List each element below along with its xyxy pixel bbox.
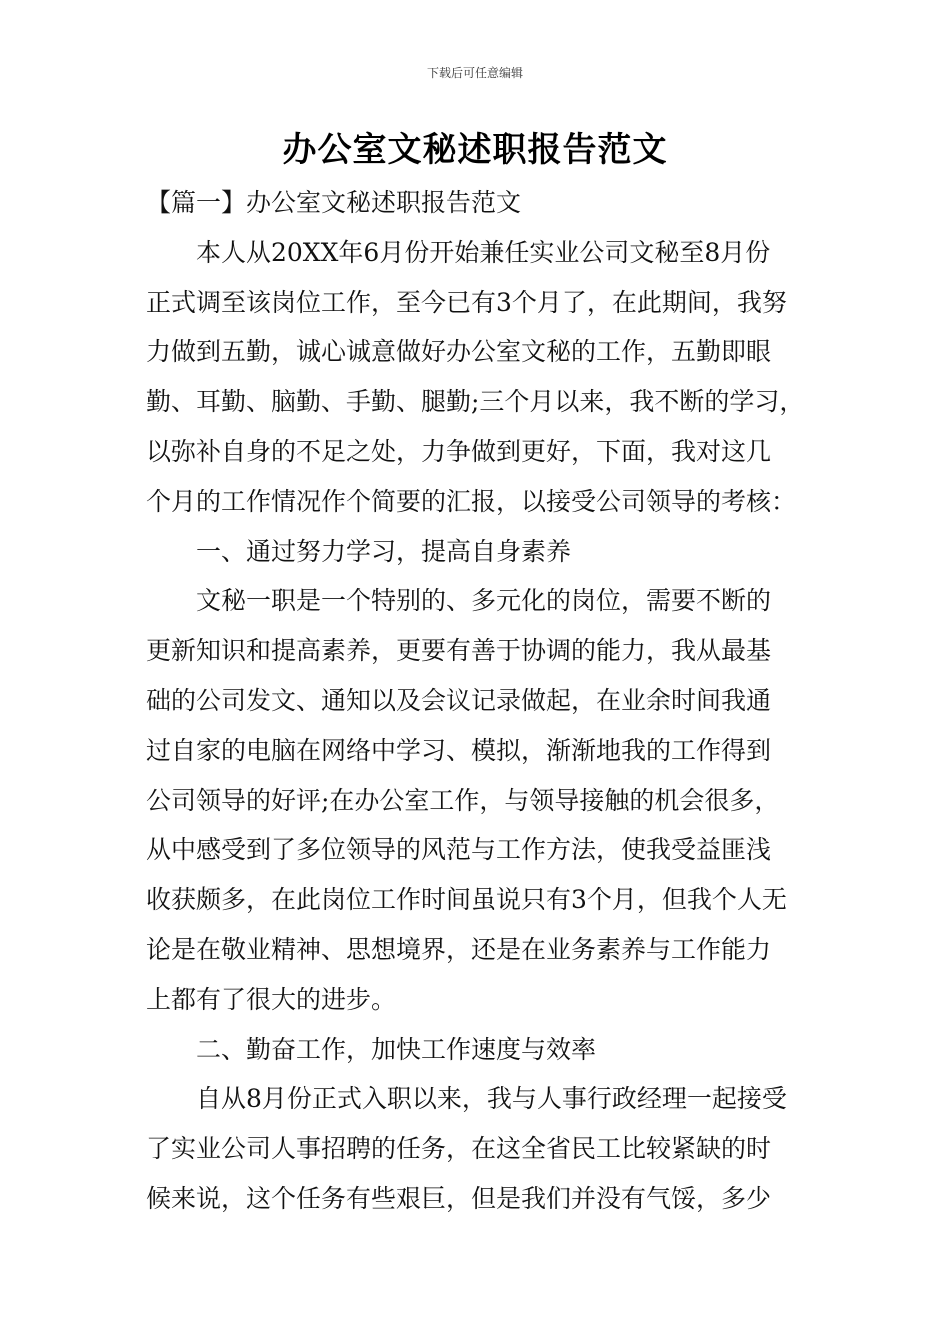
text-line: 上都有了很大的进步。 — [146, 984, 397, 1014]
text-line: 个月的工作情况作个简要的汇报，以接受公司领导的考核： — [146, 486, 797, 516]
text-line: 勤、耳勤、脑勤、手勤、腿勤;三个月以来，我不断的学习， — [146, 387, 805, 417]
document-body — [146, 178, 826, 1224]
text-line: 一、通过努力学习，提高自身素养 — [196, 536, 572, 566]
text-line: 更新知识和提高素养，更要有善于协调的能力，我从最基 — [146, 636, 772, 666]
text-line: 力做到五勤，诚心诚意做好办公室文秘的工作，五勤即眼 — [146, 337, 772, 367]
section-subtitle: 【篇一】办公室文秘述职报告范文 — [146, 188, 522, 217]
text-line: 二、勤奋工作，加快工作速度与效率 — [196, 1034, 597, 1064]
header-note: 下载后可任意编辑 — [426, 66, 523, 80]
text-line: 础的公司发文、通知以及会议记录做起，在业余时间我通 — [146, 685, 772, 715]
text-line: 候来说，这个任务有些艰巨，但是我们并没有气馁，多少 — [146, 1183, 772, 1213]
text-line: 从中感受到了多位领导的风范与工作方法，使我受益匪浅 — [146, 835, 772, 865]
text-line: 收获颇多，在此岗位工作时间虽说只有3个月，但我个人无 — [146, 885, 787, 915]
text-line: 正式调至该岗位工作，至今已有3个月了，在此期间，我努 — [146, 287, 787, 317]
body-lines — [146, 228, 826, 1224]
text-line: 以弥补自身的不足之处，力争做到更好，下面，我对这几 — [146, 436, 772, 466]
text-line: 公司领导的好评;在办公室工作，与领导接触的机会很多， — [146, 785, 780, 815]
text-line: 了实业公司人事招聘的任务，在这全省民工比较紧缺的时 — [146, 1134, 772, 1164]
document-title: 办公室文秘述职报告范文 — [282, 130, 668, 170]
text-line: 文秘一职是一个特别的、多元化的岗位，需要不断的 — [196, 586, 772, 616]
text-line: 本人从20XX年6月份开始兼任实业公司文秘至8月份 — [196, 237, 771, 267]
text-line: 论是在敬业精神、思想境界，还是在业务素养与工作能力 — [146, 934, 772, 964]
text-line: 自从8月份正式入职以来，我与人事行政经理一起接受 — [196, 1084, 787, 1114]
text-line: 过自家的电脑在网络中学习、模拟，渐渐地我的工作得到 — [146, 735, 772, 765]
